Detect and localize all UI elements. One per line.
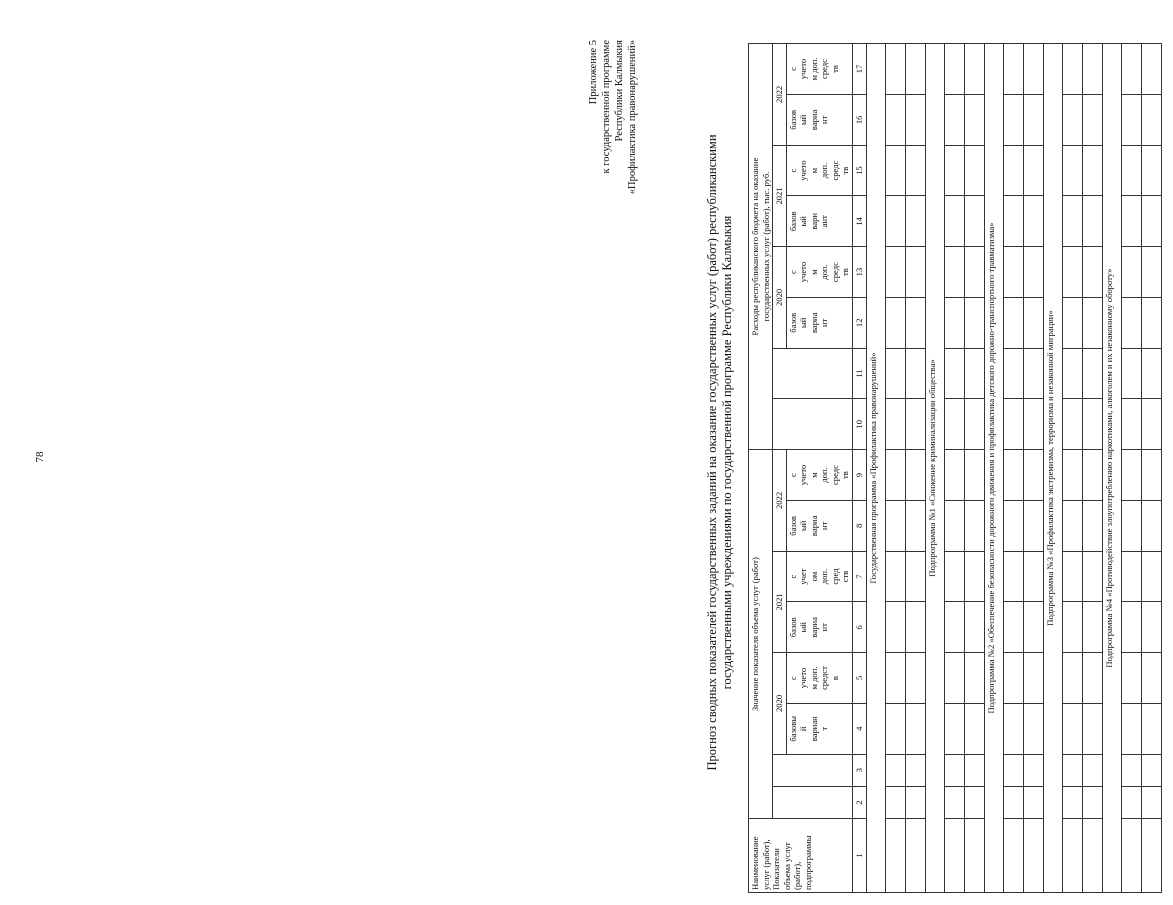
table-cell (1082, 399, 1102, 450)
column-number: 3 (852, 754, 866, 786)
document-title (705, 30, 735, 875)
table-cell (905, 602, 925, 653)
table-cell (944, 551, 964, 602)
section-subprogram-4: Подпрограмма №4 «Противодействие злоупотреблению наркотиками, алкоголем и их незаконному обороту» (1102, 44, 1121, 893)
table-row (885, 44, 905, 893)
table-cell (1121, 703, 1141, 754)
table-cell (1141, 500, 1161, 551)
table-cell (1062, 551, 1082, 602)
table-cell (1062, 786, 1082, 818)
table-cell (885, 44, 905, 95)
table-cell (1082, 819, 1102, 893)
section-row (925, 44, 944, 893)
table-cell (1082, 94, 1102, 145)
header-subcol: базов ый вариа нт (786, 94, 852, 145)
column-number: 1 (852, 819, 866, 893)
table-cell (1062, 399, 1082, 450)
table-cell (1062, 819, 1082, 893)
column-number: 16 (852, 94, 866, 145)
table-cell (885, 703, 905, 754)
table-cell (944, 348, 964, 399)
table-cell (964, 551, 984, 602)
table-cell (1023, 551, 1043, 602)
header-blank (773, 786, 853, 818)
table-cell (905, 297, 925, 348)
table-cell (1003, 500, 1023, 551)
table-cell (1141, 297, 1161, 348)
rotated-content (585, 30, 1173, 905)
table-cell (1003, 247, 1023, 298)
table-cell (1062, 297, 1082, 348)
section-row (1043, 44, 1062, 893)
table-cell (1121, 500, 1141, 551)
table-cell (1141, 551, 1161, 602)
table-cell (885, 786, 905, 818)
header-subcol: с учето м доп. средст в (786, 653, 852, 704)
column-number: 9 (852, 450, 866, 501)
table-cell (1003, 653, 1023, 704)
table-cell (905, 348, 925, 399)
header-volume-group: Значение показателя объема услуг (работ) (749, 450, 773, 819)
column-number: 13 (852, 247, 866, 298)
table-cell (1062, 754, 1082, 786)
table-cell (1141, 450, 1161, 501)
table-cell (964, 399, 984, 450)
table-cell (1062, 94, 1082, 145)
table-cell (944, 653, 964, 704)
table-cell (1141, 653, 1161, 704)
table-cell (1003, 94, 1023, 145)
table-cell (1141, 145, 1161, 196)
table-cell (1003, 196, 1023, 247)
table-cell (1082, 348, 1102, 399)
table-cell (885, 145, 905, 196)
column-number: 14 (852, 196, 866, 247)
table-cell (1023, 94, 1043, 145)
rotated-page (585, 30, 1173, 905)
table-cell (964, 145, 984, 196)
forecast-table (748, 43, 1162, 893)
table-cell (1062, 602, 1082, 653)
table-cell (944, 44, 964, 95)
table-cell (1082, 653, 1102, 704)
table-cell (1062, 450, 1082, 501)
column-number: 12 (852, 297, 866, 348)
table-row (1082, 44, 1102, 893)
table-cell (1003, 786, 1023, 818)
section-subprogram-3: Подпрограмма №3 «Профилактика экстремизма, терроризма и незаконной миграции» (1043, 44, 1062, 893)
table-row (1141, 44, 1161, 893)
table-cell (944, 297, 964, 348)
header-subcol: базов ый вариа нт (786, 602, 852, 653)
table-cell (964, 94, 984, 145)
table-row (1023, 44, 1043, 893)
column-number: 10 (852, 399, 866, 450)
section-row (1102, 44, 1121, 893)
table-cell (964, 44, 984, 95)
table-cell (964, 196, 984, 247)
table-cell (1141, 247, 1161, 298)
table-cell (1023, 450, 1043, 501)
header-budget-group: Расходы республиканского бюджета на оказание государственных услуг (работ), тыс. руб. (749, 44, 773, 450)
title-line: Прогноз сводных показателей государственных заданий на оказание государственных услуг (работ) республиканскими (705, 134, 719, 771)
column-number: 15 (852, 145, 866, 196)
table-cell (1023, 196, 1043, 247)
table-cell (1121, 94, 1141, 145)
table-row (1003, 44, 1023, 893)
table-cell (1062, 44, 1082, 95)
table-cell (905, 247, 925, 298)
table-cell (1121, 602, 1141, 653)
table-cell (1023, 297, 1043, 348)
table-cell (1121, 145, 1141, 196)
table-cell (944, 819, 964, 893)
table-cell (1003, 145, 1023, 196)
table-cell (1062, 145, 1082, 196)
table-cell (1121, 786, 1141, 818)
table-cell (1062, 348, 1082, 399)
table-cell (964, 754, 984, 786)
table-cell (905, 500, 925, 551)
table-cell (1003, 703, 1023, 754)
table-cell (1121, 551, 1141, 602)
table-cell (1023, 703, 1043, 754)
table-cell (1082, 786, 1102, 818)
table-cell (905, 145, 925, 196)
appendix-line: Республики Калмыкия (614, 40, 625, 142)
header-subcol: с учето м доп. средс тв (786, 145, 852, 196)
header-year: 2020 (773, 653, 787, 754)
table-cell (885, 500, 905, 551)
table-cell (964, 786, 984, 818)
table-cell (1062, 500, 1082, 551)
table-cell (905, 94, 925, 145)
title-line: государственными учреждениями по государственной программе Республики Калмыкия (720, 215, 734, 690)
table-row (944, 44, 964, 893)
table-cell (1121, 819, 1141, 893)
table-cell (964, 500, 984, 551)
header-subcol: с учето м доп. средс тв (786, 247, 852, 298)
table-cell (1121, 399, 1141, 450)
table-cell (1023, 348, 1043, 399)
table-cell (1121, 297, 1141, 348)
section-subprogram-2: Подпрограмма №2 «Обеспечение безопасности дорожного движения и профилактика детского дорожно-транспортного травматизма» (984, 44, 1003, 893)
header-year: 2022 (773, 44, 787, 146)
table-cell (905, 450, 925, 501)
table-cell (1082, 450, 1102, 501)
table-cell (885, 399, 905, 450)
table-cell (1023, 399, 1043, 450)
table-cell (1062, 247, 1082, 298)
table-cell (905, 551, 925, 602)
table-row (964, 44, 984, 893)
table-cell (885, 653, 905, 704)
table-cell (944, 247, 964, 298)
table-cell (1141, 348, 1161, 399)
table-cell (885, 551, 905, 602)
table-cell (944, 450, 964, 501)
header-subcol: базовы й вариан т (786, 703, 852, 754)
header-service-name: Наименование услуг (работ), Показатели объема услуг (работ), подпрограммы (749, 819, 853, 893)
column-number: 17 (852, 44, 866, 95)
header-year: 2022 (773, 450, 787, 552)
table-cell (1082, 247, 1102, 298)
table-cell (1082, 44, 1102, 95)
table-cell (1141, 786, 1161, 818)
table-cell (885, 819, 905, 893)
header-subcol: базов ый вариа нт (786, 297, 852, 348)
column-number: 7 (852, 551, 866, 602)
table-cell (944, 754, 964, 786)
table-cell (1121, 754, 1141, 786)
table-row (905, 44, 925, 893)
header-blank (773, 754, 853, 786)
table-cell (1082, 500, 1102, 551)
table-cell (1082, 754, 1102, 786)
table-cell (1082, 602, 1102, 653)
table-cell (905, 44, 925, 95)
section-row (984, 44, 1003, 893)
table-cell (1003, 754, 1023, 786)
table-cell (944, 786, 964, 818)
table-cell (905, 754, 925, 786)
table-cell (1023, 247, 1043, 298)
table-cell (964, 247, 984, 298)
table-cell (905, 399, 925, 450)
table-cell (964, 602, 984, 653)
table-cell (964, 450, 984, 501)
table-cell (1003, 450, 1023, 501)
table-cell (1121, 450, 1141, 501)
table-cell (1003, 551, 1023, 602)
header-year: 2021 (773, 551, 787, 652)
table-cell (1121, 247, 1141, 298)
table-cell (1141, 602, 1161, 653)
table-cell (1082, 551, 1102, 602)
table-cell (1023, 786, 1043, 818)
header-subcol: с учет ом доп. сред ств (786, 551, 852, 602)
table-cell (1023, 500, 1043, 551)
table-cell (885, 450, 905, 501)
table-cell (1141, 44, 1161, 95)
table-cell (905, 703, 925, 754)
table-cell (944, 399, 964, 450)
table-cell (1003, 297, 1023, 348)
column-number: 11 (852, 348, 866, 399)
header-year: 2020 (773, 247, 787, 348)
table-cell (905, 653, 925, 704)
table-cell (1023, 44, 1043, 95)
appendix-line: «Профилактика правонарушений» (627, 40, 638, 195)
table-cell (1003, 44, 1023, 95)
table-cell (1121, 196, 1141, 247)
header-subcol: базов ый вари ант (786, 196, 852, 247)
table-cell (905, 819, 925, 893)
header-blank (773, 348, 853, 399)
section-row (866, 44, 885, 893)
table-cell (905, 196, 925, 247)
section-state-program: Государственная программа «Профилактика правонарушений» (866, 44, 885, 893)
table-cell (885, 94, 905, 145)
table-cell (944, 500, 964, 551)
table-cell (885, 602, 905, 653)
page-number: 78 (34, 451, 46, 463)
table-cell (1141, 399, 1161, 450)
table-row (1062, 44, 1082, 893)
header-subcol: с учето м доп. средс тв (786, 450, 852, 501)
table-cell (1141, 703, 1161, 754)
table-cell (885, 754, 905, 786)
table-cell (885, 247, 905, 298)
appendix-note (587, 40, 639, 370)
table-cell (944, 196, 964, 247)
table-cell (944, 145, 964, 196)
table-cell (885, 297, 905, 348)
table-row (1121, 44, 1141, 893)
table-cell (1141, 819, 1161, 893)
table-cell (1003, 819, 1023, 893)
table-cell (1003, 348, 1023, 399)
table-cell (964, 703, 984, 754)
table-cell (1023, 145, 1043, 196)
header-blank (773, 399, 853, 450)
table-cell (1003, 399, 1023, 450)
column-number: 8 (852, 500, 866, 551)
column-number: 2 (852, 786, 866, 818)
table-cell (1121, 44, 1141, 95)
appendix-line: к государственной программе (601, 40, 612, 174)
table-cell (1062, 196, 1082, 247)
table-cell (1121, 653, 1141, 704)
table-cell (1141, 754, 1161, 786)
column-number: 4 (852, 703, 866, 754)
table-cell (1023, 819, 1043, 893)
table-cell (1082, 145, 1102, 196)
table-cell (1023, 653, 1043, 704)
table-cell (964, 819, 984, 893)
table-cell (944, 703, 964, 754)
table-cell (964, 297, 984, 348)
table-cell (1062, 703, 1082, 754)
table-cell (944, 94, 964, 145)
table-cell (1082, 297, 1102, 348)
table-cell (1121, 348, 1141, 399)
header-subcol: с учето м доп. средс тв (786, 44, 852, 95)
column-number: 5 (852, 653, 866, 704)
table-cell (905, 786, 925, 818)
table-cell (964, 653, 984, 704)
header-year: 2021 (773, 145, 787, 246)
table-cell (885, 348, 905, 399)
column-number: 6 (852, 602, 866, 653)
table-cell (1023, 754, 1043, 786)
table-cell (1082, 703, 1102, 754)
table-cell (1062, 653, 1082, 704)
table-cell (1141, 196, 1161, 247)
table-cell (1141, 94, 1161, 145)
section-subprogram-1: Подпрограмма №1 «Снижение криминализации общества» (925, 44, 944, 893)
table-cell (1023, 602, 1043, 653)
table-cell (964, 348, 984, 399)
header-subcol: базов ый вариа нт (786, 500, 852, 551)
column-numbers-row (852, 44, 866, 893)
table-cell (1003, 602, 1023, 653)
appendix-line: Приложение 5 (588, 40, 599, 105)
table-cell (885, 196, 905, 247)
table-cell (944, 602, 964, 653)
table-cell (1082, 196, 1102, 247)
